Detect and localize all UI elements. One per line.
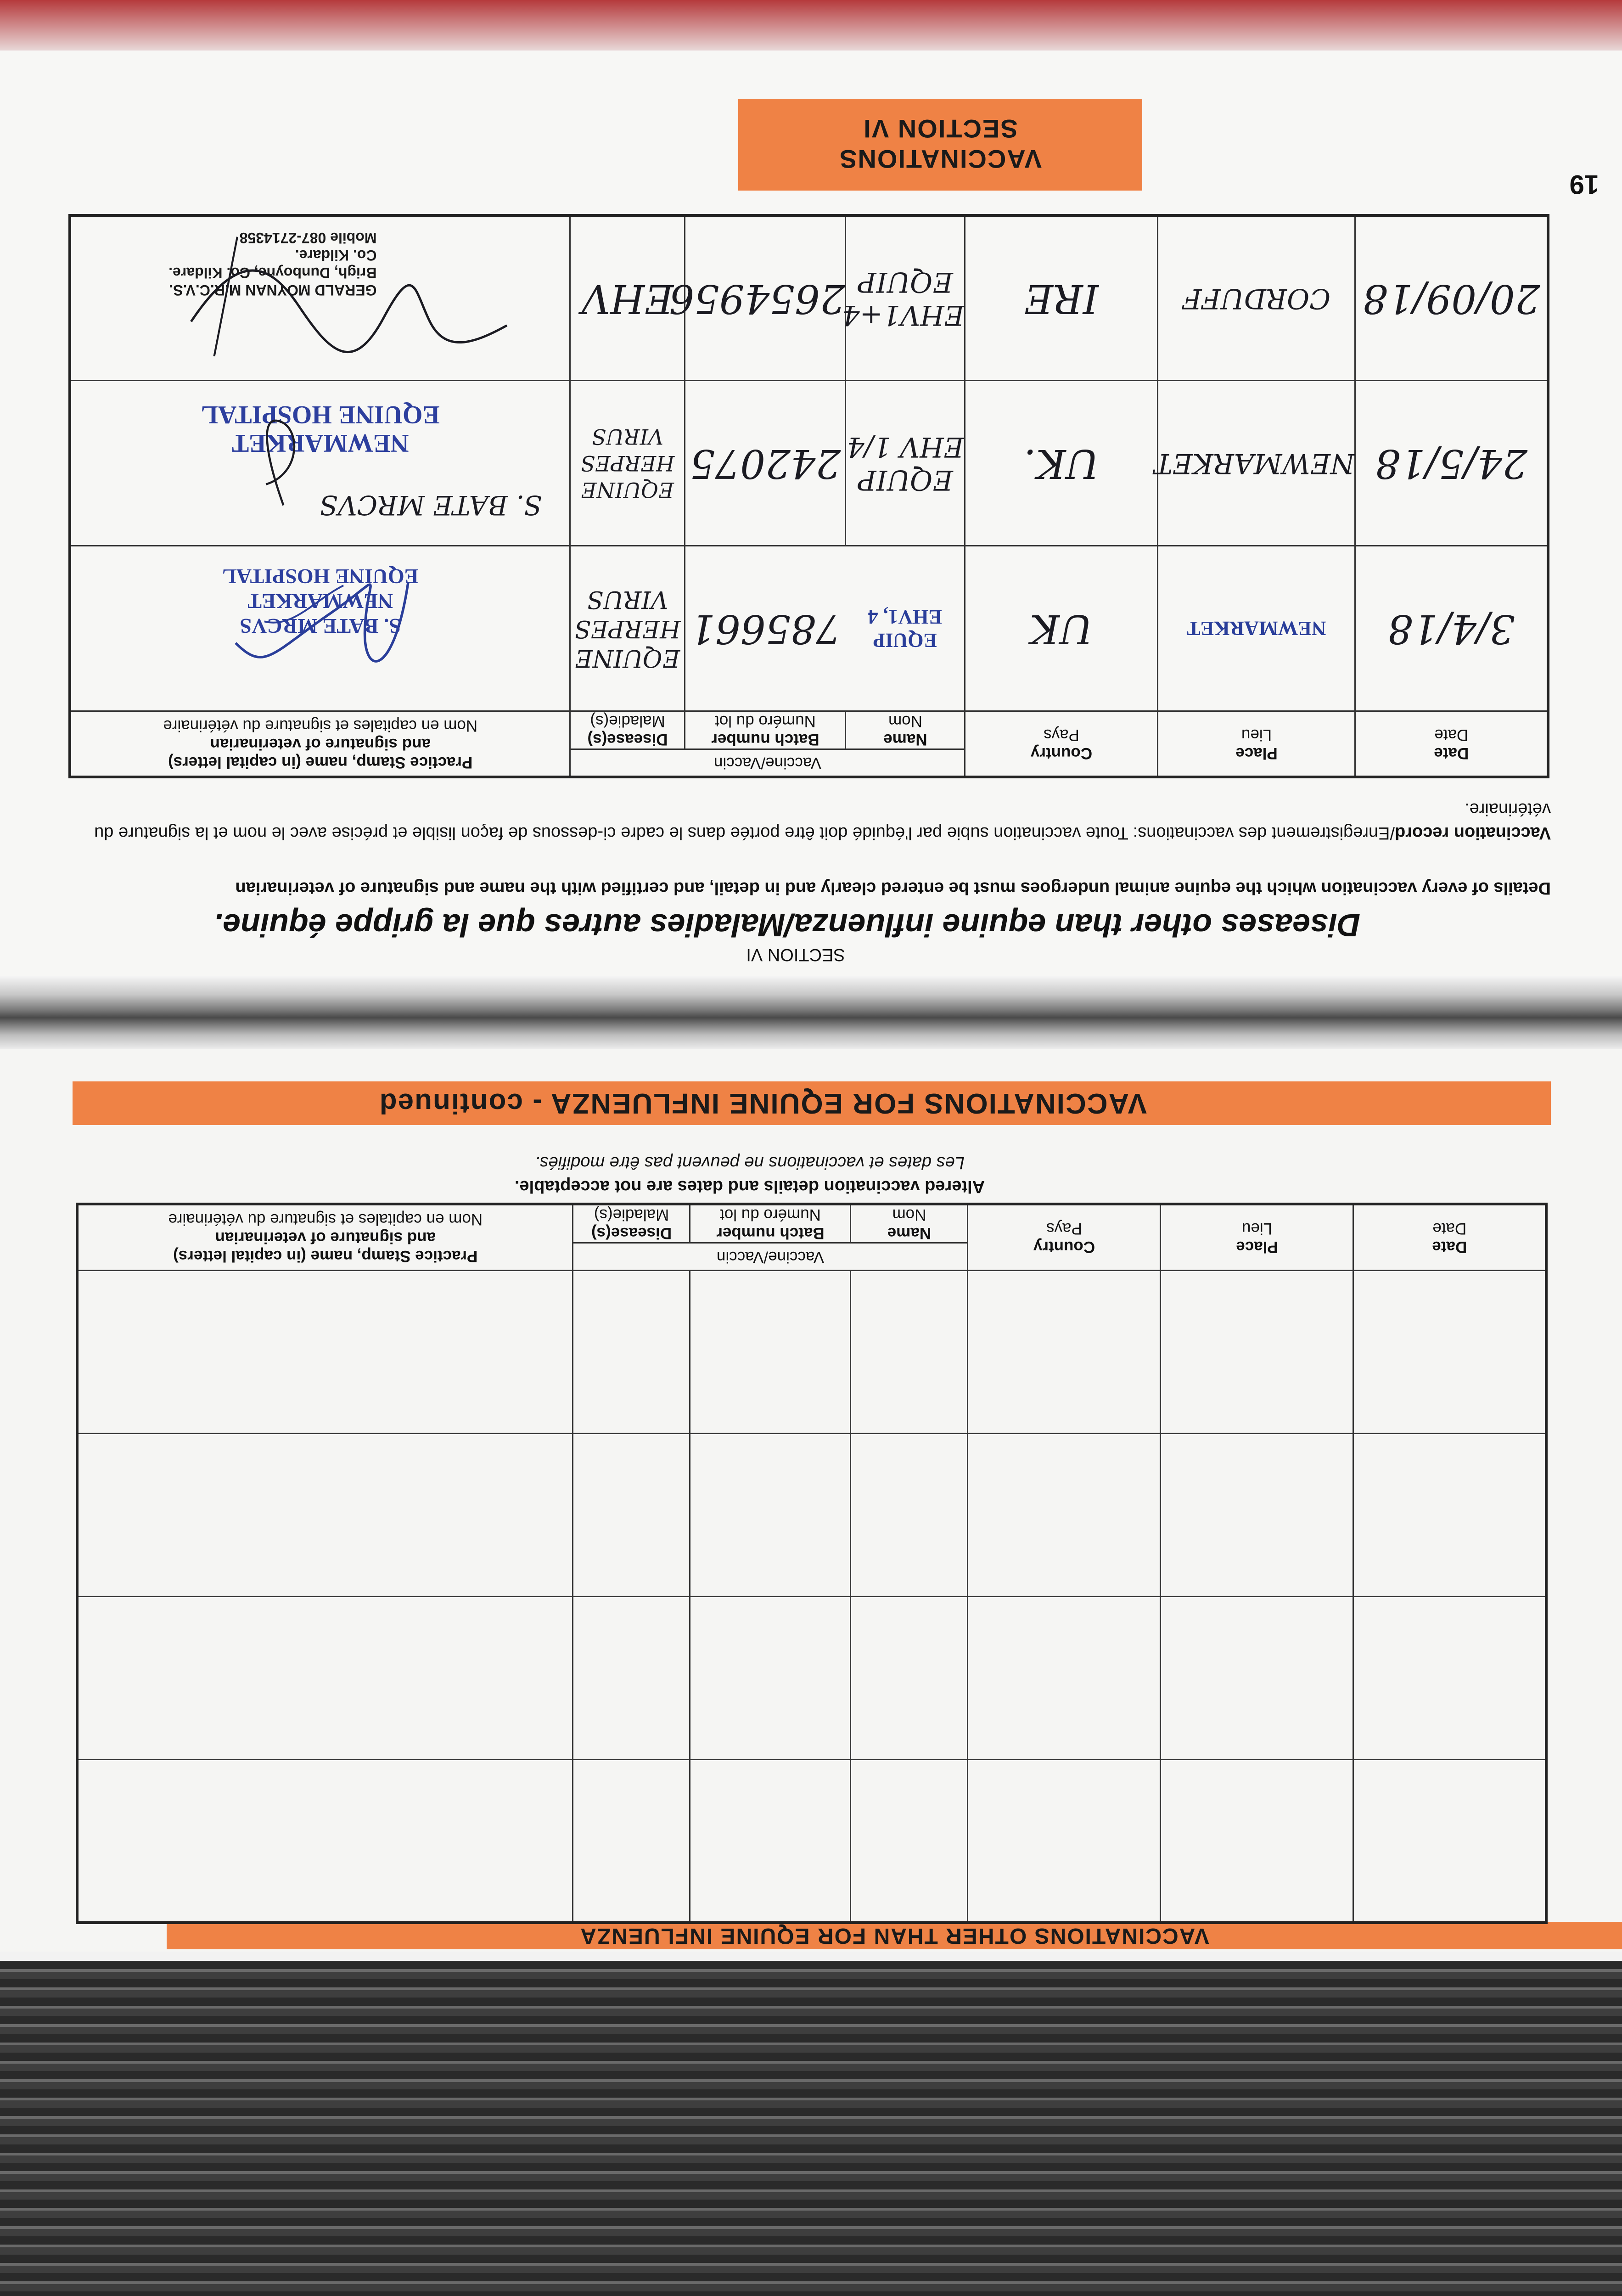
row-batch: 242075 — [685, 381, 846, 546]
row-country: IRE — [965, 215, 1158, 381]
page-stack-edges — [0, 1961, 1622, 2296]
table-row-empty — [77, 1760, 1546, 1923]
row-date: 24/5/18 — [1355, 381, 1548, 546]
header-name: Name Nom — [851, 1204, 968, 1244]
row-place: CORDUFF — [1158, 215, 1355, 381]
vet-name-handwritten: S. BATE MRCVS — [320, 490, 542, 521]
details-french — [54, 797, 1551, 845]
header-batch: Batch number Numéro du lot — [690, 1204, 851, 1244]
practice-stamp: GERALD MOYNAN M.R.C.V.S. Brigh, Dunboyne, Co. Kildare. Co. Kildare. Mobile 087-2714358 — [168, 229, 377, 298]
altered-note-english: Altered vaccination details and dates are not acceptable. — [514, 1177, 985, 1196]
row-disease: EQUINE HERPES VIRUS — [570, 381, 685, 546]
row-stamp-cell — [70, 381, 570, 546]
row-place: NEWMARKET — [1158, 381, 1355, 546]
table-row-empty — [77, 1271, 1546, 1434]
page-top-edge — [0, 0, 1622, 51]
row-country: UK — [965, 546, 1158, 711]
header-vaccine: Vaccine/Vaccin — [573, 1243, 968, 1271]
table-row — [70, 381, 1548, 546]
influenza-vaccinations-table — [76, 1203, 1548, 1925]
other-vaccinations-table — [68, 214, 1549, 778]
book-fold — [0, 976, 1622, 1052]
practice-stamp: S. BATE MRCVS NEWMARKET EQUINE HOSPITAL — [222, 565, 419, 638]
row-batch: 2654956 — [685, 215, 846, 381]
details-french-bold: Vaccination record — [1394, 823, 1551, 843]
row-date: 20/09/18 — [1355, 215, 1548, 381]
row-stamp-cell — [70, 215, 570, 381]
header-stamp: Practice Stamp, name (in capital letters) and signature of veterinarian Nom en capitales et signature du vétérinaire — [70, 711, 570, 777]
header-vaccine: Vaccine/Vaccin — [570, 749, 965, 777]
row-country: UK. — [965, 381, 1158, 546]
altered-note-french: Les dates et vaccinations ne peuvent pas être modifiés. — [535, 1153, 965, 1172]
header-place: Place Lieu — [1161, 1204, 1353, 1271]
header-date: Date Date — [1353, 1204, 1546, 1271]
header-batch: Batch number Numéro du lot — [685, 711, 846, 749]
influenza-banner: VACCINATIONS FOR EQUINE INFLUENZA - continued — [73, 1081, 1551, 1125]
row-name: EHV1+4 EQUIP — [846, 215, 965, 381]
row-name-batch — [685, 546, 965, 711]
table-row-empty — [77, 1597, 1546, 1760]
upper-half-content — [0, 51, 1622, 980]
row-date: 3/4/18 — [1355, 546, 1548, 711]
row-name: EQUIP EHV1, 4 — [868, 606, 942, 652]
header-diseases: Disease(s) Maladie(s) — [573, 1204, 690, 1244]
row-disease: EQUINE HERPES VIRUS — [570, 546, 685, 711]
header-country: Country Pays — [965, 711, 1158, 777]
practice-stamp: NEWMARKET EQUINE HOSPITAL — [201, 400, 440, 457]
header-diseases: Disease(s) Maladie(s) — [570, 711, 685, 749]
table-row — [70, 546, 1548, 711]
header-place: Place Lieu — [1158, 711, 1355, 777]
lower-half-content — [0, 1049, 1622, 1961]
row-place: NEWMARKET — [1158, 546, 1355, 711]
details-french-rest: /Enregistrement des vaccinations: Toute vaccination subie par l'équidé doit être portée dans le cadre ci-dessous de façon lisible et précise avec le nom et la signature du vétérinaire. — [94, 799, 1551, 843]
table-row-empty — [77, 1434, 1546, 1597]
row-name: EQUIP EHV 1/4 — [846, 381, 965, 546]
section-subtitle: Diseases other than equine influenza/Maladies autres que la grippe équine. — [213, 907, 1360, 943]
header-stamp: Practice Stamp, name (in capital letters) and signature of veterinarian Nom en capitales et signature du vétérinaire — [77, 1204, 573, 1271]
row-disease: EHV — [570, 215, 685, 381]
section-banner: VACCINATIONS SECTION VI — [738, 99, 1142, 191]
header-country: Country Pays — [968, 1204, 1161, 1271]
details-english: Details of every vaccination which the equine animal undergoes must be entered clearly and in detail, and certified with the name and signature of veterinarian — [235, 878, 1551, 898]
row-stamp-cell — [70, 546, 570, 711]
table-row — [70, 215, 1548, 381]
page-number: 19 — [1569, 169, 1599, 199]
section-label: SECTION VI — [746, 945, 845, 964]
row-batch: 785661 — [690, 606, 841, 652]
header-date: Date Date — [1355, 711, 1548, 777]
header-name: Name Nom — [846, 711, 965, 749]
top-banner-influenza-other: VACCINATIONS OTHER THAN FOR EQUINE INFLUENZA — [167, 1922, 1622, 1949]
